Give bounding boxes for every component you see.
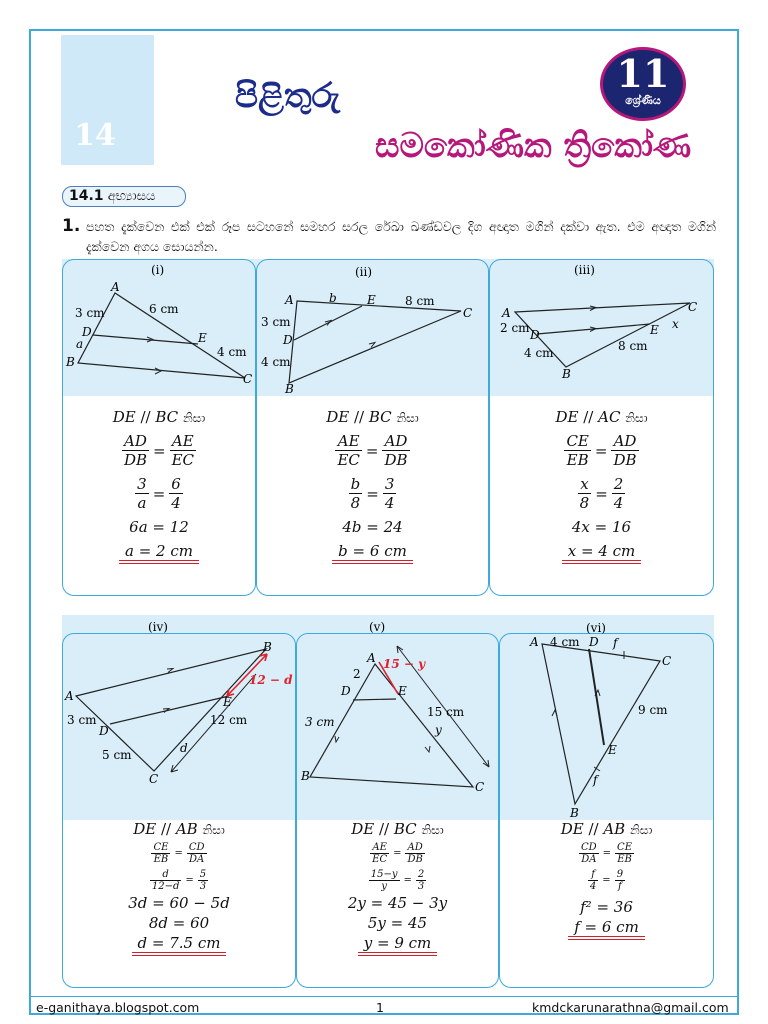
exercise-label [62,186,186,207]
diagram-label: (iv) [148,620,168,634]
triangle-diagram-ii [257,260,490,400]
length-label: 3 cm [75,306,105,320]
exercise-word: අභ්‍යාසය [107,189,156,204]
point-a: A [65,689,74,703]
point-c: C [243,372,253,386]
diagram-label: (i) [151,263,165,277]
given-statement: DE // BC නිසා [112,408,206,426]
length-label: a [76,337,84,351]
step-2: 5y = 45 [367,914,428,932]
length-label: 4 cm [261,355,291,369]
point-d: D [283,333,293,347]
problem-panel-iii [489,259,714,596]
given-statement: DE // AB නිසා [560,820,653,838]
length-label: y [435,723,442,737]
page-number: 1 [376,1000,384,1015]
problem-panel-v [296,620,499,988]
point-b: B [66,355,75,369]
grade-badge [600,47,686,121]
substitution: $\frac{d}{12-d}$ = $\frac{5}{3}$ [151,869,207,892]
grade-number: 11 [616,51,670,96]
answer: a = 2 cm [119,542,199,564]
given-statement: DE // AC නිසා [555,408,648,426]
point-e: E [398,684,407,698]
ratio-equation: $\frac{AE}{EC}$ = $\frac{AD}{DB}$ [337,432,408,469]
answer: y = 9 cm [358,934,438,956]
chapter-number: 14 [74,118,116,153]
length-label: 4 cm [550,635,580,649]
point-d: D [589,635,599,649]
problem-panel-ii [256,259,489,596]
length-label: 8 cm [405,294,435,308]
length-label: 3 cm [261,315,291,329]
exercise-number: 14.1 [69,188,104,204]
length-label: 4 cm [217,345,247,359]
point-b: B [263,640,272,654]
solution-iv [63,820,295,956]
point-a: A [502,306,511,320]
length-label: 2 cm [500,321,530,335]
substitution: $\frac{3}{a}$ = $\frac{6}{4}$ [137,475,181,512]
length-label: 2 [353,667,361,681]
length-label: 12 cm [210,713,248,727]
page-title: පිළිතුරු [235,76,340,116]
length-label: 9 cm [638,703,668,717]
problem-panel-vi [499,621,714,988]
point-c: C [688,300,698,314]
lesson-title: සමකෝණික ත්‍රිකෝණ [375,126,692,166]
point-e: E [650,323,659,337]
length-label: f [613,636,618,650]
point-b: B [301,769,310,783]
point-a: A [530,635,539,649]
diagram-label: (ii) [355,265,373,279]
triangle-diagram-iv [63,620,297,794]
point-c: C [662,654,672,668]
diagram-label: (v) [369,620,386,634]
footer-website: e-ganithaya.blogspot.com [36,1000,200,1015]
given-statement: DE // AB නිසා [133,820,225,838]
given-statement: DE // BC නිසා [326,408,419,426]
point-d: D [99,724,109,738]
point-e: E [198,331,207,345]
question-text: පහත දැක්වෙන එක් එක් රූප සටහනේ සමහර සරල රේඛා ඛණ්ඩවල දිග අඥාත මගින් දක්වා ඇත. එම අඥාත මගින් දැක්වෙන අගය සොයන්න. [86,219,716,254]
point-b: B [570,806,579,820]
length-label: 8 cm [618,339,648,353]
substitution: $\frac{b}{8}$ = $\frac{3}{4}$ [350,475,395,512]
triangle-diagram-v [297,620,500,794]
solution-v [297,820,498,956]
answer: d = 7.5 cm [132,934,227,956]
point-a: A [111,280,120,294]
diagram-label: (iii) [574,263,595,277]
ratio-equation: $\frac{CE}{EB}$ = $\frac{CD}{DA}$ [153,842,205,865]
point-d: D [530,328,540,342]
triangle-diagram-iii [490,260,715,400]
step-1: 4b = 24 [342,518,403,536]
point-a: A [367,651,376,665]
length-label: f [593,773,598,787]
solution-ii [257,408,488,564]
diagram-label: (vi) [586,621,606,635]
solution-i [63,408,255,564]
ratio-equation: $\frac{CD}{DA}$ = $\frac{CE}{EB}$ [580,842,632,865]
length-label: 3 cm [67,713,97,727]
point-e: E [608,743,617,757]
answer: f = 6 cm [568,918,645,940]
given-statement: DE // BC නිසා [351,820,444,838]
problem-panel-iv [62,620,296,988]
point-b: B [285,382,294,396]
step-1: 6a = 12 [129,518,189,536]
footer-email: kmdckarunarathna@gmail.com [532,1000,729,1015]
triangle-diagram-i [63,260,257,400]
point-d: D [82,325,92,339]
point-c: C [149,772,159,786]
point-c: C [475,780,485,794]
length-label: 6 cm [149,302,179,316]
footer-divider [31,996,737,997]
point-a: A [285,293,294,307]
point-e: E [367,293,376,307]
length-label: d [180,741,188,755]
problem-panel-i [62,259,256,596]
answer: x = 4 cm [562,542,642,564]
solution-vi [500,820,713,940]
ratio-equation: $\frac{AE}{EC}$ = $\frac{AD}{DB}$ [372,842,423,865]
step-1: f² = 36 [580,898,633,916]
step-1: 3d = 60 − 5d [128,894,230,912]
triangle-diagram-vi [500,621,715,820]
solution-iii [490,408,713,564]
step-1: 2y = 45 − 3y [347,894,448,912]
length-label: 12 − d [249,673,293,687]
substitution: $\frac{f}{4}$ = $\frac{9}{f}$ [589,869,624,892]
length-label: 15 − y [383,657,426,671]
ratio-equation: $\frac{AD}{DB}$ = $\frac{AE}{EC}$ [123,432,195,469]
answer: b = 6 cm [332,542,413,564]
substitution: $\frac{x}{8}$ = $\frac{2}{4}$ [579,475,624,512]
question-number: 1. [62,216,81,236]
point-d: D [341,684,351,698]
length-label: x [672,317,679,331]
point-b: B [562,367,571,381]
step-1: 4x = 16 [571,518,632,536]
length-label: 15 cm [427,705,465,719]
length-label: 4 cm [524,346,554,360]
step-2: 8d = 60 [148,914,210,932]
length-label: b [329,291,337,305]
ratio-equation: $\frac{CE}{EB}$ = $\frac{AD}{DB}$ [566,432,637,469]
grade-word: ශ්‍රේණිය [625,94,661,107]
substitution: $\frac{15-y}{y}$ = $\frac{2}{3}$ [370,869,425,892]
length-label: 5 cm [102,748,132,762]
length-label: 3 cm [305,715,335,729]
point-c: C [463,306,473,320]
point-e: E [223,695,232,709]
